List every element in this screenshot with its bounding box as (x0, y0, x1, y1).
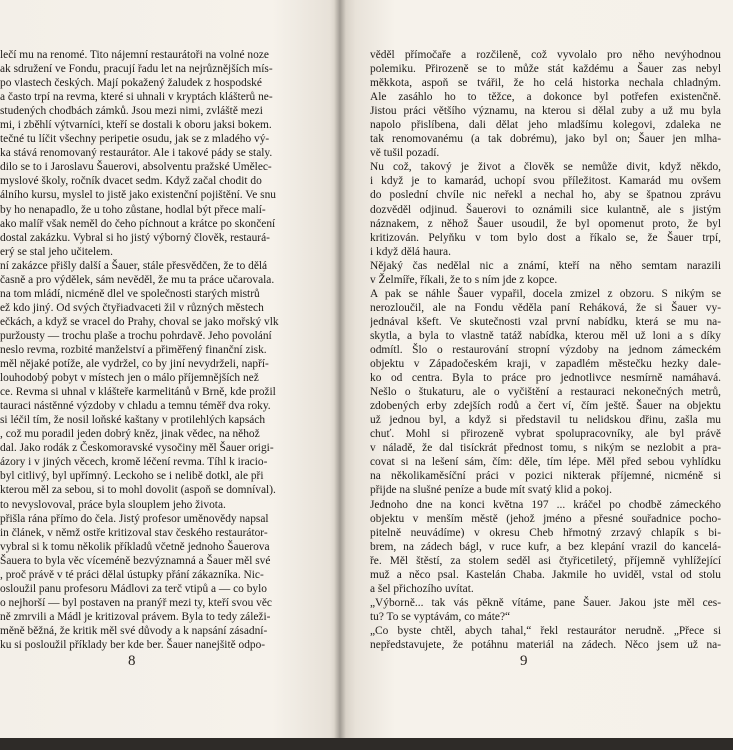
text-line: tauraci nástěnné výzdoby v chladu a temnu téměř dva roky. (0, 400, 271, 413)
text-line: měkkota, aspoň se tvářil, že ho celá historka nechala chladným. (370, 77, 721, 90)
text-line: Šauera to byla věc víceméně bezvýznamná a Šauer měl své (0, 554, 271, 567)
text-line: nepředstavujete, že potáhnu materiál na zádech. Něco jsem už na- (370, 638, 721, 651)
text-line: Nějaký čas nedělal nic a známí, kteří na něho semtam narazili (370, 259, 721, 272)
right-page-text (370, 48, 721, 652)
text-line: jednával kšeft. Ve skutečnosti vzal první nabídku, která se mu na- (370, 315, 721, 328)
text-line: pitelně neuvádíme) v okresu Cheb hřmotný zrzavý chlapík s bi- (370, 526, 721, 539)
text-line: Nu což, takový je život a člověk se nemůže divit, když někdo, (370, 161, 721, 174)
text-line: Jednoho dne na konci května 197 ... kráčel po chodbě zámeckého (370, 498, 721, 511)
left-page (0, 0, 340, 740)
text-line: časně a pro výdělek, sám nevěděl, že mu ta práce učarovala. (0, 273, 275, 286)
text-line: Nešlo o štukaturu, ale o vyčištění a restauraci nekonečných metrů, (370, 386, 721, 399)
text-line: by ho nenapadlo, že u toho zůstane, hodlal být přece malí- (0, 203, 266, 216)
text-line: louhodobý pobyt v místech jen o málo příjemnějších než (0, 372, 259, 385)
text-line: erý se stal jeho učitelem. (0, 245, 113, 258)
text-line: ně zmrvili a Mádl je kritizoval právem. Byla to tedy záleži- (0, 610, 271, 623)
text-line: neslo revma, rozbité manželství a přiměřený finanční zisk. (0, 343, 267, 356)
text-line: měně běžná, že kritik měl své důvody a k napsání zásadní- (0, 624, 268, 637)
text-line: polemiku. Přirozeně se to může stát každému a Šauer zas nebyl (370, 63, 721, 76)
text-line: o nejhorší — byl postaven na pranýř mezi ty, kteří svou věc (0, 596, 272, 609)
text-line: chuť. Mohl si přirozeně vybrat spolupracovníky, ale byl právě (370, 428, 721, 441)
text-line: věděl přímočaře a rozčileně, což vyvolalo pro něho nevýhodnou (370, 49, 721, 61)
text-line: dilo se to i Jaroslavu Šauerovi, absolventu pražské Umělec- (0, 161, 272, 174)
text-line: v náladě, že dal tisíckrát přednost tomu, s nikým se nezlobit a pra- (370, 442, 721, 455)
text-line: ku si posloužil příklady ber kde ber. Šauer nanejšitě odpo- (0, 638, 266, 651)
text-line: muž a něco psal. Kastelán Chaba. Jakmile ho uviděl, vstal od stolu (370, 568, 721, 581)
text-line: Ale zasáhlo ho to těžce, a dokonce byl potřefen existenčně. (370, 91, 721, 104)
text-line: objektu v menším městě (jehož jméno a přesné souřadnice pocho- (370, 512, 721, 525)
text-line: dozvěděl odjinud. Šauerovi to oznámili sice kulantně, ale s jistým (370, 203, 721, 216)
text-line: ečkách, a když se vracel do Prahy, choval se jako mořský vlk (0, 315, 279, 328)
text-line: kritizován. Pelyňku v tom bylo dost a říkalo se, že Šauer trpí, (370, 231, 721, 244)
text-line: ázory i v jiných věcech, kromě léčení revma. Tíhl k iracio- (0, 456, 268, 469)
text-line: myslové školy, ročník dvacet sedm. Když začal chodit do (0, 175, 262, 188)
text-line: odmítl. Šlo o restaurování stropní výzdoby na jednom zámeckém (370, 343, 721, 356)
text-line: objektu v Západočeském kraji, v zapadlém městečku hezky dale- (370, 358, 721, 371)
text-line: A pak se náhle Šauer vypařil, docela zmizel z obzoru. S nikým se (370, 287, 721, 300)
text-line: i když dělá haura. (370, 245, 451, 258)
text-line: ež kdo jiný. Od svých čtyřiadvaceti žil v různých městech (0, 301, 264, 314)
text-line: tak renomovanému (a tak dobrému), jako byl on; Šauer jen mlha- (370, 133, 721, 146)
text-line: in článek, v němž ostře kritizoval stav českého restaurátor- (0, 526, 268, 539)
text-line: a šel přichozího uvítat. (370, 582, 474, 595)
left-page-text (0, 48, 324, 652)
text-line: ře. Měl štěstí, za stolem seděl asi čtyřicetiletý, příjemně vyhlížející (370, 554, 721, 567)
text-line: álního kursu, myslel to jistě jako existenční pojištění. Ve snu (0, 189, 276, 202)
text-line: tu? To se vyptávám, co máte?“ (370, 610, 511, 623)
text-line: přišla rána přímo do čela. Jistý profesor uměnovědy napsal (0, 512, 269, 525)
text-line: to nevyslovoval, práce byla slouplem jeho života. (0, 498, 226, 511)
text-line: vě tušil pozadí. (370, 147, 440, 160)
text-line: v Želmíře, říkali, že to s ním jde z kopce. (370, 273, 558, 286)
text-line: na tom mládí, nicméně dlel ve společnosti starých mistrů (0, 287, 260, 300)
text-line: ak sdružení ve Fondu, pracují řadu let na nejrůznějších mís- (0, 63, 273, 76)
text-line: náznakem, z něhož Šauer usoudil, že byl opomenut proto, že byl (370, 217, 721, 230)
text-line: po vlastech českých. Mají pokažený žaludek z hospodské (0, 77, 262, 90)
left-page-number: 8 (128, 653, 136, 669)
right-page (340, 0, 733, 740)
text-line: mi, i zběhlí výtvarníci, kteří se dostali k oboru jaksi bokem. (0, 119, 272, 132)
text-line: „Co byste chtěl, abych tahal,“ řekl restaurátor nerudně. „Přece si (370, 624, 721, 637)
text-line: tečné tu líčit všechny peripetie osudu, jak se z mladého vý- (0, 133, 270, 146)
text-line: už jednou byl, a když si představil tu nelidskou dřinu, zašla mu (370, 414, 721, 427)
text-line: skytla, a byla to vlastně tatáž nabídka, kterou měl už loni a s díky (370, 329, 721, 342)
text-line: do poslední chvíle nic neřekl a nechal ho, aby se špatnou zprávu (370, 189, 721, 202)
text-line: přijde na slušné peníze a bude mít svatý klid a pokoj. (370, 484, 612, 497)
text-line: i když je to kamarád, uchopí svou příležitost. Kamarád mu ovšem (370, 175, 721, 188)
text-line: , proč právě v té práci dělal ústupky přání zákazníka. Nic- (0, 568, 264, 581)
text-line: napolo přislíbena, dali dělat jeho mladšímu kolegovi, zdaleka ne (370, 119, 721, 132)
text-line: , což mu poradil jeden dobrý kněz, jinak vědec, na něhož (0, 428, 260, 441)
text-line: lečí mu na renomé. Tito nájemní restaurátoři na volné noze (0, 49, 269, 61)
text-line: ako malíř však neměl do čeho píchnout a krátce po skončení (0, 217, 276, 230)
text-line: covat si na lešení sám, čím: děle, tím lépe. Měl před sebou vyhlídku (370, 456, 721, 469)
right-page-number: 9 (520, 653, 528, 669)
text-line: studených chodbách zámků. Jsou mezi nimi, zvláště mezi (0, 105, 263, 118)
text-line: dostal zakázku. Vybral si ho jistý výborný člověk, restaurá- (0, 231, 270, 244)
text-line: vybral si k tomu několik příkladů včetně jednoho Šauerova (0, 540, 270, 553)
text-line: osloužil panu profesoru Mádlovi za terč vtipů a — co bylo (0, 582, 267, 595)
text-line: ce. Revma si uhnal v klášteře karmelitánů v Brně, kde prožil (0, 386, 276, 399)
text-line: puržousty — trochu plaše a trochu pohrdavě. Jeho povolání (0, 329, 272, 342)
text-line: „Výborně... tak vás pěkně vítáme, pane Šauer. Jakou jste měl ces- (370, 596, 721, 609)
book-gutter (334, 0, 346, 740)
text-line: Jistou práci většího významu, na kterou si dělal zuby a už mu byla (370, 105, 721, 118)
text-line: ní zakázce přišly další a Šauer, stále přesvědčen, že to dělá (0, 259, 268, 272)
text-line: byl citlivý, byl upřímný. Leckoho se i nelibě dotkl, ale při (0, 470, 264, 483)
page-bottom-edge (0, 738, 733, 750)
text-line: nerozloučil, ale na Fondu věděla paní Reháková, že si Šauer vy- (370, 301, 721, 314)
text-line: na několikaměsíční práci v pozici nikterak příjemné, nicméně si (370, 470, 721, 483)
text-line: ka stává renomovaný restaurátor. Ale i takové pády se staly. (0, 147, 273, 160)
text-line: kterou měl za sebou, si to mohl dovolit (aspoň se domníval). (0, 484, 276, 497)
text-line: si léčil tím, že nosil loňské kaštany v protilehlých kapsách (0, 414, 266, 427)
text-line: zdobených erby zdejších rodů a čert ví, čím ještě. Šauer na objektu (370, 400, 721, 413)
text-line: dal. Jako rodák z Českomoravské vysočiny měl Šauer origi- (0, 442, 274, 455)
text-line: ko od centra. Byla to práce pro jednotlivce nesmírně namáhavá. (370, 372, 721, 385)
text-line: měl nějaké potíže, ale vydržel, co by jiní nevydrželi, napří- (0, 358, 269, 371)
text-line: a často trpí na revma, které si uhnali v kryptách klášterů ne- (0, 91, 273, 104)
text-line: brem, na zádech bágl, v ruce kufr, a bez klepání vrazil do kancelá- (370, 540, 721, 553)
